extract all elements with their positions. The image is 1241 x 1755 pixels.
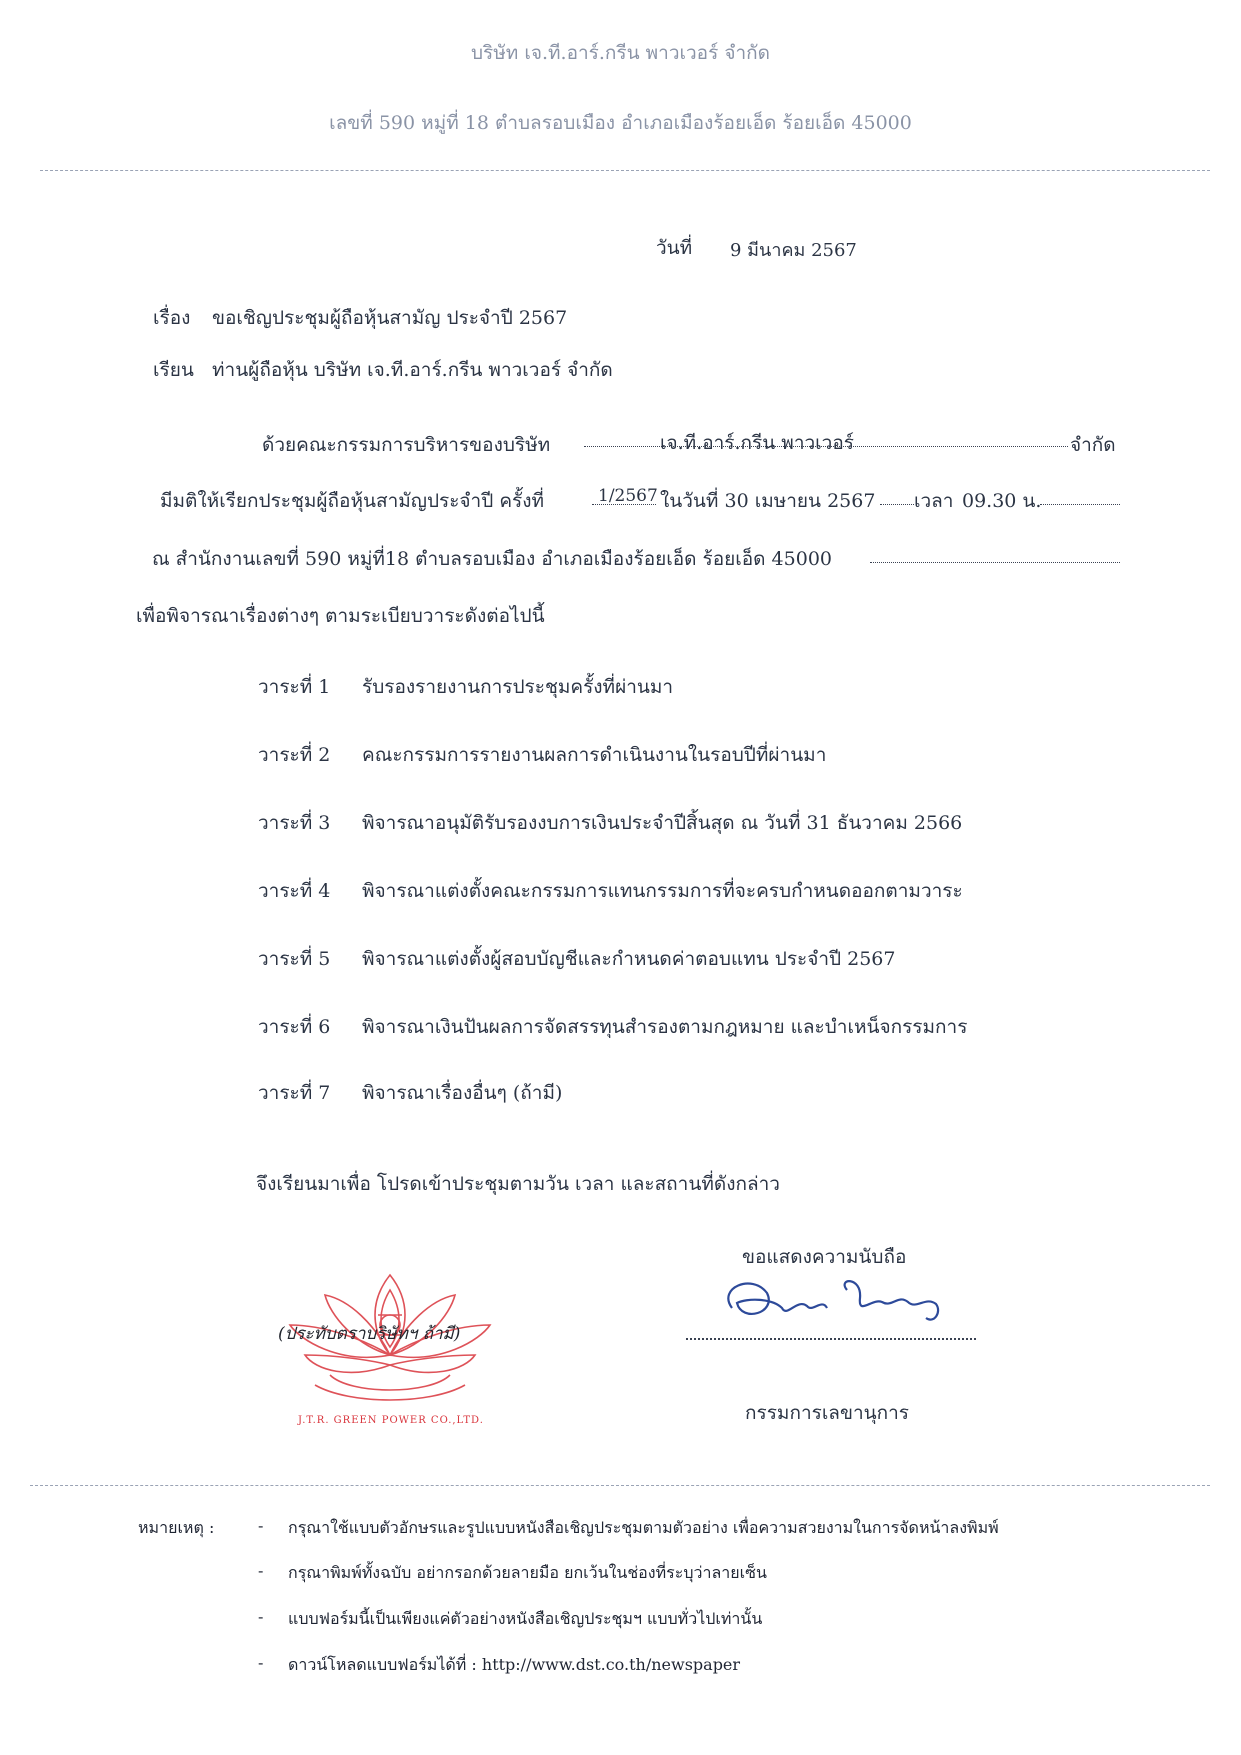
agenda-number: วาระที่ 3 — [258, 812, 331, 834]
agenda-text: พิจารณาเงินปันผลการจัดสรรทุนสำรองตามกฎหมาย และบำเหน็จกรรมการ — [362, 1016, 968, 1038]
agenda-text: รับรองรายงานการประชุมครั้งที่ผ่านมา — [362, 676, 674, 698]
agenda-text: พิจารณาเรื่องอื่นๆ (ถ้ามี) — [362, 1082, 563, 1104]
note-dash: - — [258, 1607, 264, 1626]
body-line1-company: เจ.ที.อาร์.กรีน พาวเวอร์ — [660, 432, 854, 454]
subject-label: เรื่อง — [153, 307, 191, 329]
stamp-caption: (ประทับตราบริษัทฯ ถ้ามี) — [278, 1324, 461, 1344]
to-text: ท่านผู้ถือหุ้น บริษัท เจ.ที.อาร์.กรีน พาวเวอร์ จำกัด — [212, 359, 613, 381]
note-dash: - — [258, 1561, 264, 1580]
body-line1-prefix: ด้วยคณะกรรมการบริหารของบริษัท — [262, 434, 551, 456]
subject-text: ขอเชิญประชุมผู้ถือหุ้นสามัญ ประจำปี 2567 — [212, 307, 568, 329]
header-divider — [40, 170, 1210, 171]
time-fill-right — [1040, 504, 1120, 505]
footer-divider — [30, 1485, 1210, 1486]
note-dash: - — [258, 1653, 264, 1672]
agenda-text: พิจารณาแต่งตั้งผู้สอบบัญชีและกำหนดค่าตอบแทน ประจำปี 2567 — [362, 948, 896, 970]
agenda-number: วาระที่ 1 — [258, 676, 331, 698]
regards: ขอแสดงความนับถือ — [742, 1246, 907, 1268]
date-value: 9 มีนาคม 2567 — [730, 240, 857, 261]
agenda-text: พิจารณาอนุมัติรับรองงบการเงินประจำปีสิ้นสุด ณ วันที่ 31 ธันวาคม 2566 — [362, 812, 963, 834]
agenda-number: วาระที่ 4 — [258, 880, 331, 902]
agenda-number: วาระที่ 5 — [258, 948, 331, 970]
date-label: วันที่ — [656, 237, 693, 259]
note-dash: - — [258, 1516, 264, 1535]
stamp-text: J.T.R. GREEN POWER CO.,LTD. — [298, 1415, 484, 1426]
agenda-number: วาระที่ 6 — [258, 1016, 331, 1038]
note-item-download[interactable]: ดาวน์โหลดแบบฟอร์มได้ที่ : http://www.dst.co.th/newspaper — [288, 1655, 741, 1674]
agenda-number: วาระที่ 2 — [258, 744, 331, 766]
body-line4: เพื่อพิจารณาเรื่องต่างๆ ตามระเบียบวาระดังต่อไปนี้ — [136, 605, 545, 627]
notes-label: หมายเหตุ : — [138, 1518, 215, 1537]
closing-line: จึงเรียนมาเพื่อ โปรดเข้าประชุมตามวัน เวลา และสถานที่ดังกล่าว — [256, 1173, 780, 1195]
time-label: เวลา — [914, 490, 954, 512]
agenda-text: คณะกรรมการรายงานผลการดำเนินงานในรอบปีที่ผ่านมา — [362, 744, 827, 766]
signature-image — [712, 1268, 952, 1338]
note-item: แบบฟอร์มนี้เป็นเพียงแค่ตัวอย่างหนังสือเชิญประชุมฯ แบบทั่วไปเท่านั้น — [288, 1609, 763, 1628]
time-fill-left — [880, 504, 914, 505]
meeting-time: 09.30 น. — [962, 490, 1042, 512]
meeting-date: ในวันที่ 30 เมษายน 2567 — [660, 490, 876, 512]
location-fill — [870, 562, 1120, 563]
signature-line — [686, 1338, 976, 1340]
to-label: เรียน — [153, 359, 194, 381]
body-line1-suffix: จำกัด — [1070, 434, 1116, 456]
company-name: บริษัท เจ.ที.อาร์.กรีน พาวเวอร์ จำกัด — [471, 42, 770, 64]
note-item: กรุณาใช้แบบตัวอักษรและรูปแบบหนังสือเชิญประชุมตามตัวอย่าง เพื่อความสวยงามในการจัดหน้าลงพิมพ์ — [288, 1518, 999, 1537]
meeting-no: 1/2567 — [598, 486, 658, 506]
note-item: กรุณาพิมพ์ทั้งฉบับ อย่ากรอกด้วยลายมือ ยกเว้นในช่องที่ระบุว่าลายเซ็น — [288, 1563, 767, 1582]
agenda-text: พิจารณาแต่งตั้งคณะกรรมการแทนกรรมการที่จะครบกำหนดออกตามวาระ — [362, 880, 963, 902]
body-line2-prefix: มีมติให้เรียกประชุมผู้ถือหุ้นสามัญประจำปี ครั้งที่ — [160, 490, 545, 512]
agenda-number: วาระที่ 7 — [258, 1082, 331, 1104]
body-line3-location: ณ สำนักงานเลขที่ 590 หมู่ที่18 ตำบลรอบเมือง อำเภอเมืองร้อยเอ็ด ร้อยเอ็ด 45000 — [152, 548, 833, 570]
signer-title: กรรมการเลขานุการ — [745, 1402, 909, 1424]
company-address: เลขที่ 590 หมู่ที่ 18 ตำบลรอบเมือง อำเภอเมืองร้อยเอ็ด ร้อยเอ็ด 45000 — [329, 112, 912, 134]
